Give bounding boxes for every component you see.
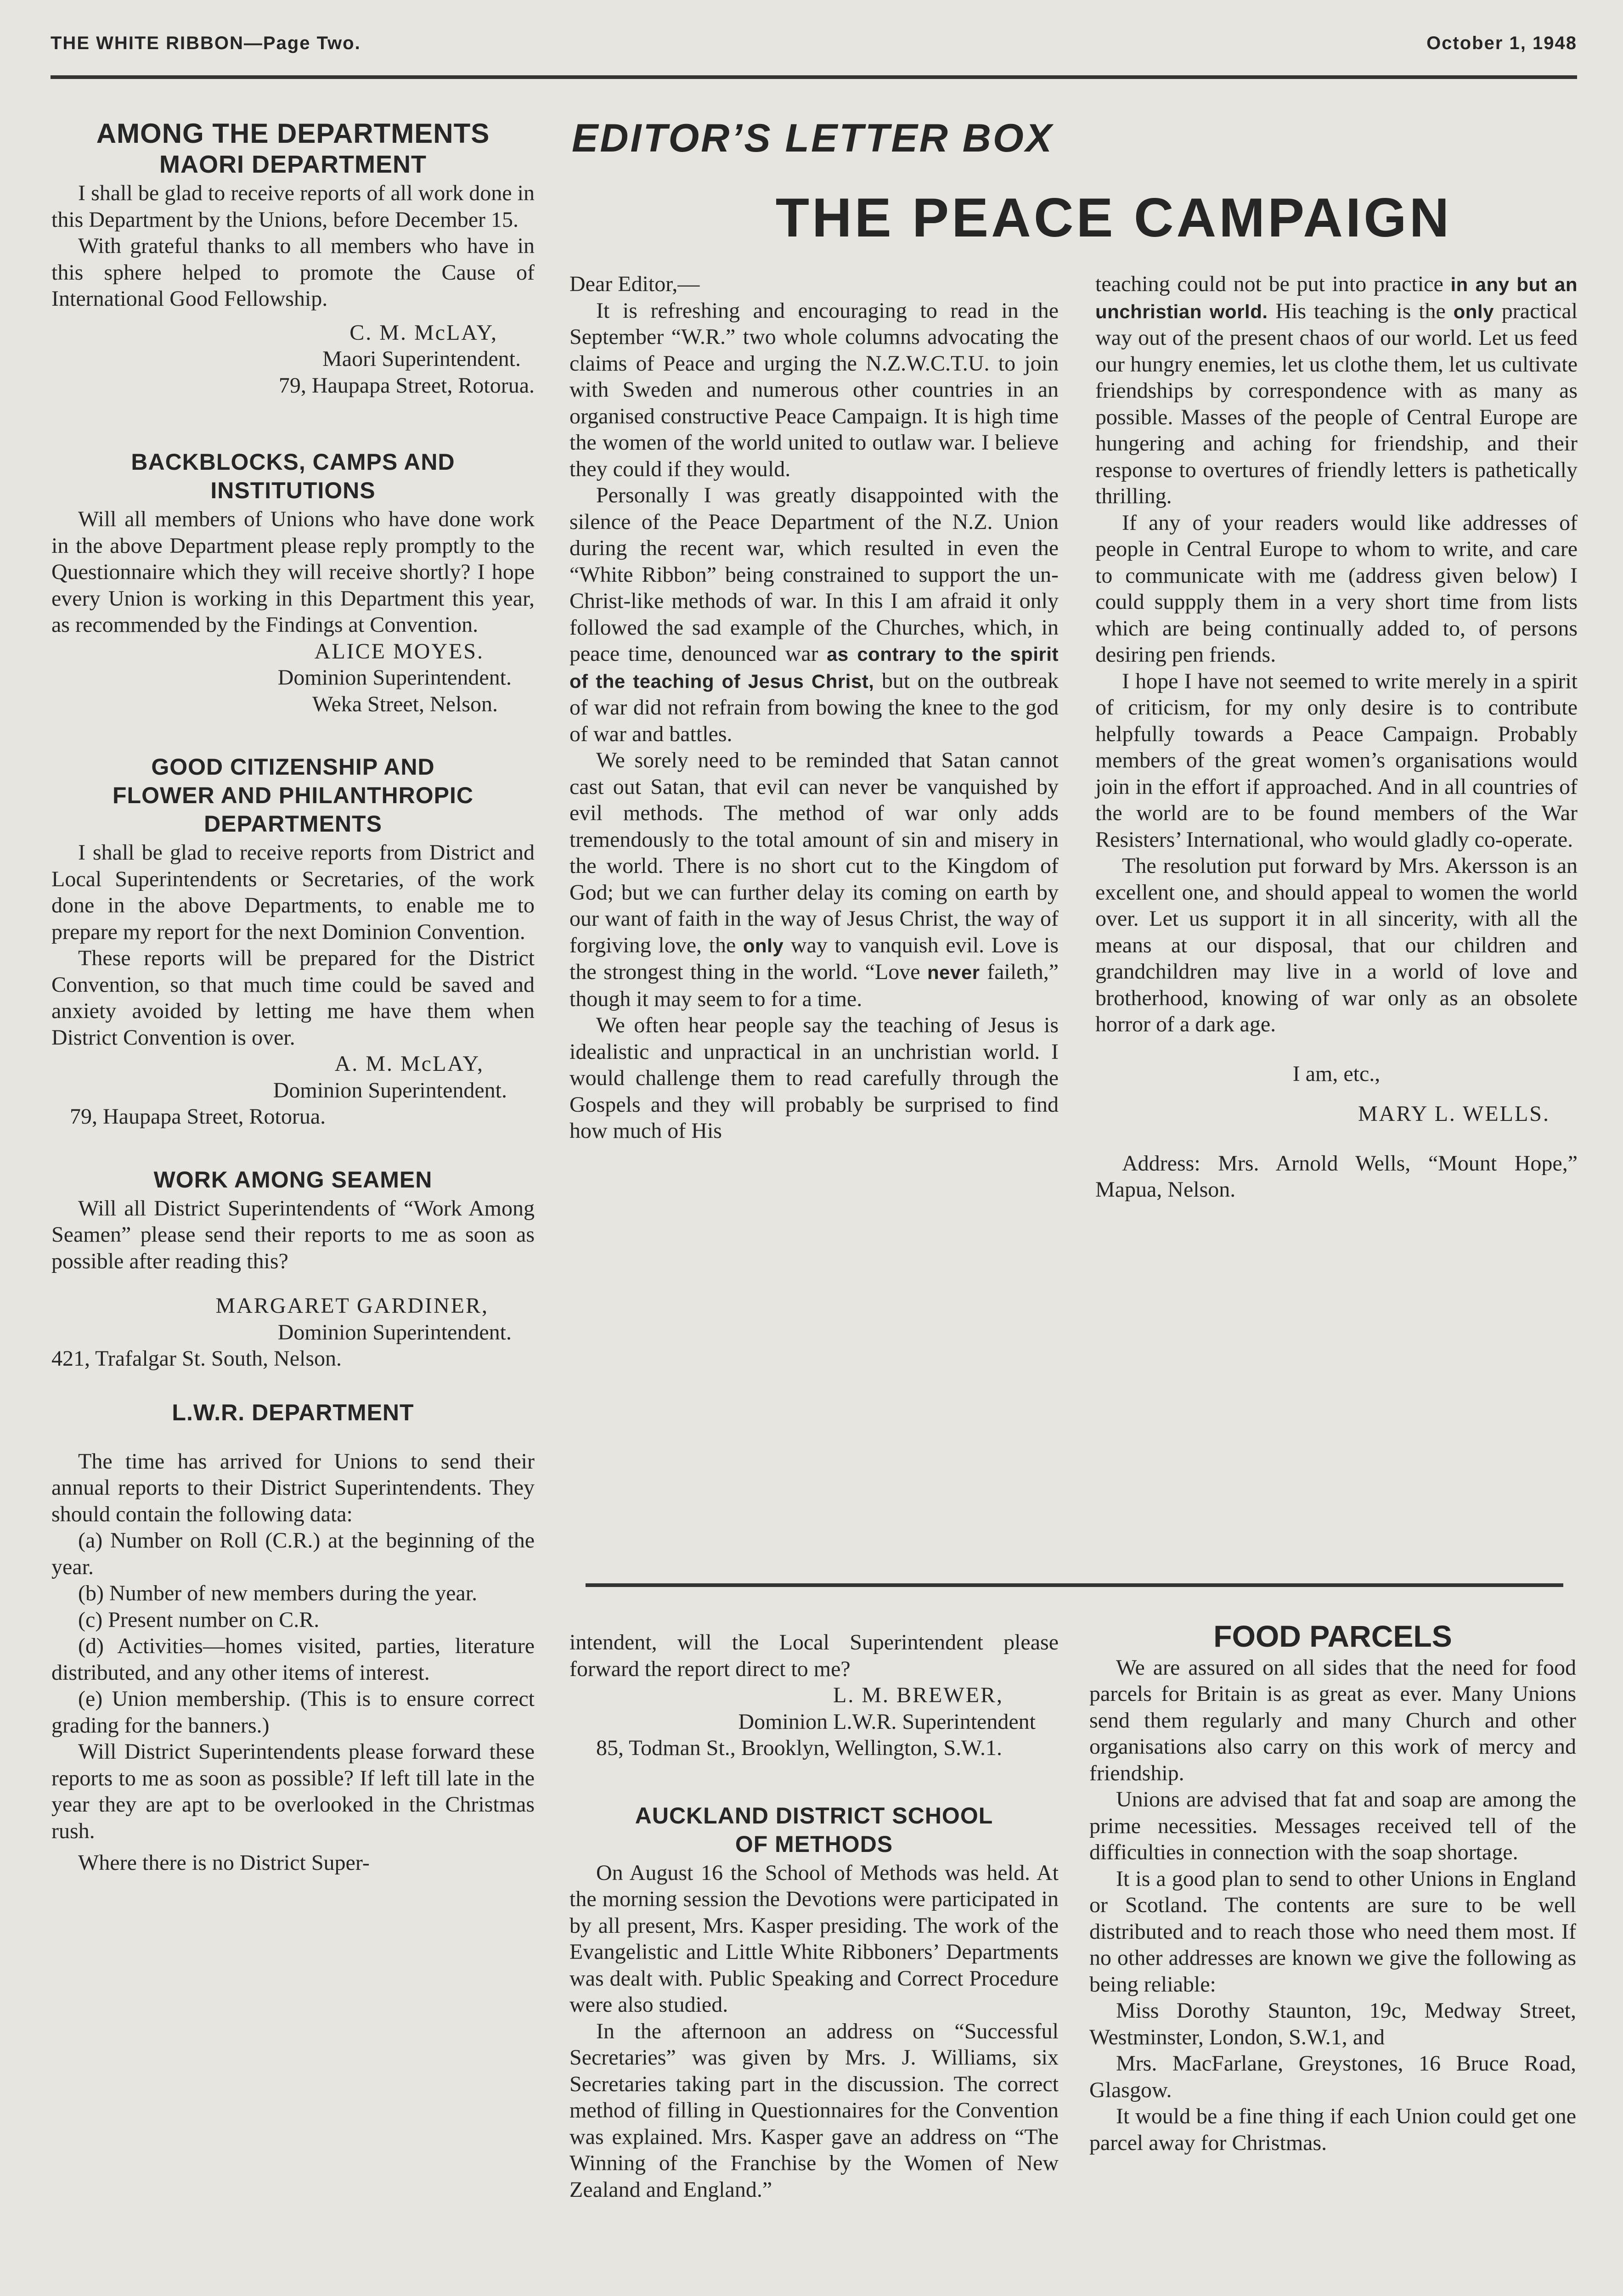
letter-paragraph-3-c: way to vanquish evil. Love is the strongest thing in the world. “Love: [569, 933, 1059, 984]
letter-column-2: [1095, 271, 1578, 1203]
school-heading-1: AUCKLAND DISTRICT SCHOOL: [635, 1802, 993, 1829]
letter-paragraph-8: The resolution put forward by Mrs. Akersson is an excellent one, and should appeal to women the world over. Let us support it in all sincerity, with all the means at our disposal, that our children and grandchildren may live in a world of love and brotherhood, knowing of war only as an obsolete horror of a dark age.: [1095, 854, 1578, 1036]
letter-paragraph-5: [1095, 271, 1578, 510]
backblocks-paragraph: Will all members of Unions who have done work in the above Department please reply promptly to the Questionnaire which they will receive shortly? I hope every Union is working in this Department this year, as recommended by the Findings at Convention.: [51, 507, 535, 637]
backblocks-signature-title: Dominion Superintendent.: [277, 665, 512, 690]
lwr-item-c: (c) Present number on C.R.: [78, 1607, 320, 1632]
letter-paragraph-3: [569, 747, 1059, 1012]
lwr-continuation-paragraph: intendent, will the Local Superintendent please forward the report direct to me?: [569, 1630, 1059, 1681]
publication-page-label: THE WHITE RIBBON—Page Two.: [51, 33, 361, 53]
seamen-signature-address: 421, Trafalgar St. South, Nelson.: [51, 1346, 342, 1371]
letter-paragraph-5-e: practical way out of the present chaos of our world. Let us feed our hungry enemies, let us clothe them, let us cultivate friendships by correspondence with as many as possible. Masses of the people of Central Europe are hungering and aching for friendship, and their response to overtures of friendly letters is pathetically thrilling.: [1095, 298, 1578, 508]
lwr-paragraph-3: Where there is no District Super-: [78, 1851, 370, 1875]
letter-address: Address: Mrs. Arnold Wells, “Mount Hope,” Mapua, Nelson.: [1095, 1151, 1578, 1202]
letter-signature: MARY L. WELLS.: [1358, 1102, 1550, 1126]
letter-paragraph-2-a: Personally I was greatly disappointed with the silence of the Peace Department of the N.Z. Union during the recent war, which resulted in even the “White Ribbon” being constrained to support the un-Christ-like methods of war. In this I am afraid it only followed the sad example of the Churches, which, in peace time, denounced war: [569, 483, 1059, 666]
brewer-signature-title: Dominion L.W.R. Superintendent: [738, 1709, 1036, 1734]
letter-emphasis-only: only: [743, 934, 784, 957]
citizenship-heading-1: GOOD CITIZENSHIP AND: [151, 754, 435, 780]
running-head: [51, 29, 1577, 62]
lwr-heading: L.W.R. DEPARTMENT: [172, 1399, 414, 1425]
maori-paragraph-2: With grateful thanks to all members who have in this sphere helped to promote the Cause of International Good Fellowship.: [51, 234, 535, 311]
citizenship-signature-name: A. M. McLAY,: [334, 1052, 484, 1076]
lwr-item-b: (b) Number of new members during the year.: [78, 1581, 478, 1605]
school-heading-2: OF METHODS: [735, 1831, 893, 1857]
lwr-continuation-column: [569, 1629, 1059, 2203]
letter-box-heading: EDITOR’S LETTER BOX: [572, 116, 1054, 160]
lwr-item-a: (a) Number on Roll (C.R.) at the beginning of the year.: [51, 1528, 535, 1579]
food-paragraph-2: Unions are advised that fat and soap are among the prime necessities. Messages received tell of the difficulties in connection with the soap shortage.: [1089, 1787, 1576, 1864]
letter-salutation: Dear Editor,—: [569, 272, 700, 296]
top-rule: [51, 75, 1577, 79]
school-paragraph-1: On August 16 the School of Methods was held. At the morning session the Devotions were participated in by all present, Mrs. Kasper presiding. The work of the Evangelistic and Little White Ribboners’ Departments was dealt with. Public Speaking and Correct Procedure were also studied.: [569, 1860, 1059, 2017]
backblocks-heading-1: BACKBLOCKS, CAMPS AND: [131, 449, 455, 475]
citizenship-heading-2: FLOWER AND PHILANTHROPIC: [113, 782, 473, 808]
letter-paragraph-4: We often hear people say the teaching of Jesus is idealistic and unpractical in an unchristian world. I would challenge them to read carefully through the Gospels and they will probably be surprised to find how much of His: [569, 1013, 1059, 1143]
letter-paragraph-7: I hope I have not seemed to write merely in a spirit of criticism, for my only desire is to contribute helpfully towards a Peace Campaign. Probably members of the great women’s organisations would join in the effort if approached. And in all countries of the world are to be found members of the War Resisters’ International, who would gladly co-operate.: [1095, 669, 1578, 852]
letter-paragraph-2-c: but on the outbreak of war did not refrain from bowing the knee to the god of war and battles.: [569, 668, 1059, 746]
seamen-signature-name: MARGARET GARDINER,: [215, 1294, 489, 1318]
citizenship-heading-3: DEPARTMENTS: [204, 811, 382, 837]
citizenship-signature-address: 79, Haupapa Street, Rotorua.: [70, 1104, 326, 1129]
seamen-signature-title: Dominion Superintendent.: [277, 1320, 512, 1345]
lwr-paragraph-2: Will District Superintendents please forward these reports to me as soon as possible? If left till late in the year they are apt to be overlooked in the Christmas rush.: [51, 1739, 535, 1843]
peace-campaign-title: THE PEACE CAMPAIGN: [775, 187, 1452, 248]
brewer-signature-address: 85, Todman St., Brooklyn, Wellington, S.W.1.: [596, 1736, 1002, 1760]
food-paragraph-1: We are assured on all sides that the need for food parcels for Britain is as great as ever. Many Unions send them regularly and many Church and other organisations also carry on this work of mercy and friendship.: [1089, 1655, 1576, 1785]
backblocks-signature-address: Weka Street, Nelson.: [312, 692, 498, 716]
maori-signature-title: Maori Superintendent.: [322, 347, 521, 371]
letter-column-1: [569, 271, 1059, 1144]
letter-paragraph-6: If any of your readers would like addresses of people in Central Europe to whom to write, and care to communicate with me (address given below) I could suppply them in a very short time from lists which are being continually added to, of persons desiring pen friends.: [1095, 510, 1578, 667]
maori-signature-name: C. M. McLAY,: [349, 320, 498, 345]
maori-heading: MAORI DEPARTMENT: [159, 151, 427, 178]
letter-emphasis-unchristian: in any but an unchristian world.: [1095, 274, 1578, 322]
letter-emphasis-spirit: as contrary to the spirit of the teaching of Jesus Christ,: [569, 643, 1059, 692]
citizenship-signature-title: Dominion Superintendent.: [273, 1078, 507, 1103]
food-paragraph-3: It is a good plan to send to other Unions in England or Scotland. The contents are sure to be well distributed and to reach those who need them most. If no other addresses are known we give the following as being reliable:: [1089, 1866, 1576, 1997]
backblocks-heading-2: INSTITUTIONS: [210, 478, 376, 503]
letter-paragraph-1: It is refreshing and encouraging to read in the September “W.R.” two whole columns advocating the claims of Peace and urging the N.Z.W.C.T.U. to join with Sweden and numerous other countries in an organised constructive Peace Campaign. It is high time the women of the world united to outlaw war. I believe they could if they would.: [569, 298, 1059, 481]
food-parcels-column: [1089, 1619, 1576, 2156]
brewer-signature-name: L. M. BREWER,: [833, 1683, 1003, 1707]
maori-paragraph-1: I shall be glad to receive reports of all work done in this Department by the Unions, before December 15.: [51, 181, 535, 232]
letter-paragraph-3-a: We sorely need to be reminded that Satan cannot cast out Satan, that evil can never be vanquished by evil methods. The method of war only adds tremendously to the total amount of sin and misery in the world. There is no short cut to the Kingdom of God; but we can further delay its coming on earth by our want of faith in the way of Jesus Christ, the way of forgiving love, the: [569, 748, 1059, 957]
letter-paragraph-5-c: His teaching is the: [1268, 298, 1454, 323]
food-paragraph-6: It would be a fine thing if each Union could get one parcel away for Christmas.: [1089, 2104, 1576, 2155]
food-paragraph-4: Miss Dorothy Staunton, 19c, Medway Street, Westminster, London, S.W.1, and: [1089, 1998, 1576, 2049]
citizenship-paragraph-1: I shall be glad to receive reports from District and Local Superintendents or Secretaries, of the work done in the above Departments, to enable me to prepare my report for the next Dominion Convention.: [51, 840, 535, 944]
letter-paragraph-5-a: teaching could not be put into practice: [1095, 272, 1451, 296]
letter-paragraph-2: [569, 482, 1059, 747]
lwr-item-e: (e) Union membership. (This is to ensure correct grading for the banners.): [51, 1687, 535, 1738]
backblocks-signature-name: ALICE MOYES.: [314, 639, 484, 664]
seamen-heading: WORK AMONG SEAMEN: [153, 1166, 433, 1193]
departments-column: [51, 118, 535, 1876]
food-paragraph-5: Mrs. MacFarlane, Greystones, 16 Bruce Road, Glasgow.: [1089, 2051, 1576, 2102]
seamen-paragraph: Will all District Superintendents of “Work Among Seamen” please send their reports to me as soon as possible after reading this?: [51, 1196, 535, 1273]
food-parcels-heading: FOOD PARCELS: [1213, 1619, 1452, 1653]
letter-closing: I am, etc.,: [1292, 1061, 1381, 1086]
lwr-item-d: (d) Activities—homes visited, parties, literature distributed, and any other items of interest.: [51, 1634, 535, 1685]
maori-signature-address: 79, Haupapa Street, Rotorua.: [278, 373, 535, 398]
departments-title: AMONG THE DEPARTMENTS: [96, 118, 490, 149]
school-paragraph-2: In the afternoon an address on “Successful Secretaries” was given by Mrs. J. Williams, six Secretaries taking part in the discussion. The correct method of filling in Questionnaires for the Convention was explained. Mrs. Kasper gave an address on “The Winning of the Franchise by the Women of New Zealand and England.”: [569, 2019, 1059, 2202]
letter-paragraph-3-e: faileth,” though it may seem to for a time.: [569, 960, 1059, 1011]
letter-emphasis-never: never: [927, 962, 980, 983]
lwr-paragraph-1: The time has arrived for Unions to send their annual reports to their District Superintendents. They should contain the following data:: [51, 1449, 535, 1526]
issue-date: October 1, 1948: [1426, 33, 1577, 53]
middle-rule: [586, 1583, 1563, 1587]
letter-emphasis-only-2: only: [1453, 300, 1494, 322]
citizenship-paragraph-2: These reports will be prepared for the District Convention, so that much time could be saved and anxiety avoided by letting me have them when District Convention is over.: [51, 946, 535, 1050]
